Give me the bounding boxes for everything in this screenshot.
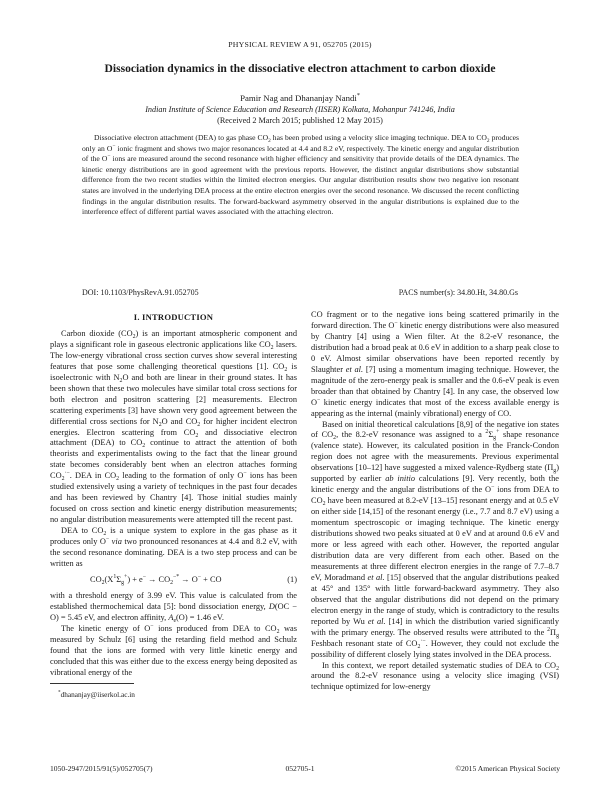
citation-link[interactable]: 7 — [368, 364, 373, 374]
equation-number: (1) — [287, 574, 297, 584]
footnote-rule — [50, 683, 134, 684]
footer-page-number: 052705-1 — [285, 764, 315, 773]
received-dates: (Received 2 March 2015; published 12 May 2015) — [217, 116, 383, 125]
intro-paragraph-4: The kinetic energy of O− ions produced from DEA to $CO_2$ was measured by Schulz [6] using the retarding field method and Schulz found that the ions are formed with very little kinetic energy and concluded that this was either due to the excess energy being deposited as vibrational energy of the — [50, 622, 298, 677]
affiliation: Indian Institute of Science Education and Research (IISER) Kolkata, Mohanpur 741246, India — [145, 105, 455, 114]
citation-link[interactable]: 4 — [445, 386, 451, 396]
citation-link[interactable]: 6 — [128, 634, 133, 644]
footer-copyright: ©2015 American Physical Society — [455, 764, 560, 773]
doi: DOI: 10.1103/PhysRevA.91.052705 — [82, 288, 199, 297]
citation-link[interactable]: 13–15 — [433, 496, 455, 506]
citation-link[interactable]: 15 — [389, 572, 399, 582]
abstract: Dissociative electron attachment (DEA) to gas phase $CO_2$ has been probed using a velocity slice imaging technique. DEA to $CO_2$ produces only an O− ionic fragment and shows two major resonances located at 4.4 and 8.2 eV, respectively. The kinetic energy and angular distribution of the O− ions are measured around the second resonance with higher efficiency and sensitivity that provide details of the DEA dynamics. The kinetic energy distributions are in good agreement with the previous reports. However, the distinct angular distributions show substantial difference from the two recent studies within the limited electron energies. Our angular distribution results show two negative ion resonant states are involved in the underlying DEA process at the entire electron energies over the second resonance. We discussed the recent conflicting findings in the angular distribution results. The forward-backward asymmetry observed in the angular distributions is explained due to the interference effect of different partial waves associated with the attaching electron. — [82, 133, 519, 217]
intro-paragraph-5: CO fragment or to the negative ions being scattered primarily in the forward direction. The O− kinetic energy distributions were also measured by Chantry [4] using a Wien filter. At the 8.2-eV resonance, the distribution had a broad peak at 0.6 eV in addition to a sharp peak close to 0 eV. Almost similar observations have been reported recently by Slaughter et al. [7] using a momentum imaging technique. However, the magnitude of the zero-energy peak is smaller and the 0.6-eV peak is even broader than that obtained by Chantry [4]. In any case, the observed low O− kinetic energy indicates that most of the excess available energy is appearing as the internal (mainly vibrational) energy of CO. — [311, 310, 559, 418]
citation-link[interactable]: 3 — [130, 405, 136, 415]
right-column — [311, 310, 559, 693]
citation-link[interactable]: 4 — [184, 493, 189, 503]
pacs-numbers: PACS number(s): 34.80.Ht, 34.80.Gs — [398, 288, 518, 297]
citation-link[interactable]: 5 — [166, 601, 171, 611]
author-names: Pamir Nag and Dhananjay Nandi — [240, 93, 357, 103]
citation-link[interactable]: 1 — [259, 361, 264, 371]
section-heading-introduction: I. INTRODUCTION — [133, 312, 214, 322]
footer-issn: 1050-2947/2015/91(5)/052705(7) — [50, 764, 153, 773]
journal-header: PHYSICAL REVIEW A 91, 052705 (2015) — [228, 40, 372, 49]
citation-link[interactable]: 14 — [391, 616, 400, 626]
citation-link[interactable]: 14,15 — [361, 507, 381, 517]
equation-1 — [50, 575, 297, 586]
author-footnote-mark: * — [356, 93, 360, 100]
citation-link[interactable]: 2 — [198, 394, 204, 404]
citation-link[interactable]: 9 — [465, 474, 470, 484]
doi-link[interactable]: 10.1103/PhysRevA.91.052705 — [100, 288, 199, 297]
intro-paragraph-3: with a threshold energy of 3.99 eV. This value is calculated from the established thermochemical data [5]: bond dissociation energy, D(OC − O) = 5.45 eV, and electron affinity, $A_e(O) = 1.46$ eV. — [50, 590, 297, 624]
author-list — [40, 93, 560, 103]
left-column — [50, 312, 297, 679]
citation-link[interactable]: 4 — [359, 331, 364, 341]
intro-paragraph-1: Carbon dioxide $(CO_2)$ is an important atmospheric component and plays a significant role in gaseous electronic applications like $CO_2$ lasers. The low-energy vibrational cross section curves show several interesting features that pose some challenging theoretical questions [1]. $CO_2$ is isoelectronic with $N_2O$ and both are linear in their ground states. It has been shown that these two molecules have similar total cross sections for both electron and positron scattering [2] measurements. Electron scattering experiments [3] have shown very good agreement between the differential cross sections for $N_2O$ and $CO_2$ for higher incident electron energies. Electron scattering from $CO_2$ and dissociative electron attachment (DEA) to $CO_2$ continue to attract the attention of both theorists and experimentalists owing to the fact that the linear ground state becomes considerably bent when an electron attaches forming $CO_2^{\cdot-}$. DEA in $CO_2$ leading to the formation of only O− ions has been studied extensively using a variety of techniques in the past four decades and has been reviewed by Chantry [4]. Those initial studies mainly focused on cross section and kinetic energy distribution measurements; no angular distribution measurements were attempted till the recent past. — [50, 328, 298, 525]
paper-title: Dissociation dynamics in the dissociative electron attachment to carbon dioxide — [104, 62, 496, 75]
intro-paragraph-6: Based on initial theoretical calculations [8,9] of the negative ion states of $CO_2$, the 8.2-eV resonance was assigned to a $^2\Sigma_g^+$ shape resonance (valence state). However, its calculated position in the Franck-Condon region does not agree with the measurements. Previous experimental observations [10–12] have suggested a mixed valence-Rydberg state $(\Pi_g)$ supported by earlier ab initio calculations [9]. Very recently, both the kinetic energy and the angular distributions of the O− ions from DEA to $CO_2$ have been measured at 8.2-eV [13–15] resonant energy and at 0.5 eV on either side [14,15] of the resonant energy (i.e., 7.7 and 8.7 eV) using a momentum spectroscopic or imaging technique. The kinetic energy distributions showed two peaks situated at 0 eV and at around 0.6 eV and more or less agreed with each other. However, the reported angular distribution data are very different from each other. Based on the measurements at three different electron energies in the range of 7.7–8.7 eV, Moradmand et al. [15] observed that the angular distributions peaked at 45° and 135° with little forward-backward asymmetry. They also observed that the angular distributions did not depend on the primary electron energy in the range of study, which is contradictory to the results reported by Wu et al. [14] in which the distribution varied significantly with the primary energy. The observed results were attributed to the $^2\Pi_g$ Feshbach resonant state of $CO_2^{\cdot-}$. However, they could not exclude the possibility of different closely lying states involved in the DEA process. — [311, 419, 560, 659]
equation-body: $CO_2(X^1\Sigma_g^+) + e^- \to CO_2^{-*} \to O^-$ + CO — [90, 574, 222, 586]
footnote-email: *dhananjay@iiserkol.ac.in — [58, 689, 135, 699]
citation-link[interactable]: 8,9 — [459, 419, 471, 429]
intro-paragraph-2: DEA to $CO_2$ is a unique system to explore in the gas phase as it produces only O− via two pronounced resonances at 4.4 and 8.2 eV, with the second resonance dominating. DEA is a two step process and can be written as — [50, 526, 298, 568]
intro-paragraph-7: In this context, we report detailed systematic studies of DEA to $CO_2$ around the 8.2-eV resonance using a velocity slice imaging (VSI) technique optimized for low-energy — [311, 660, 559, 692]
citation-link[interactable]: 10–12 — [358, 463, 380, 473]
